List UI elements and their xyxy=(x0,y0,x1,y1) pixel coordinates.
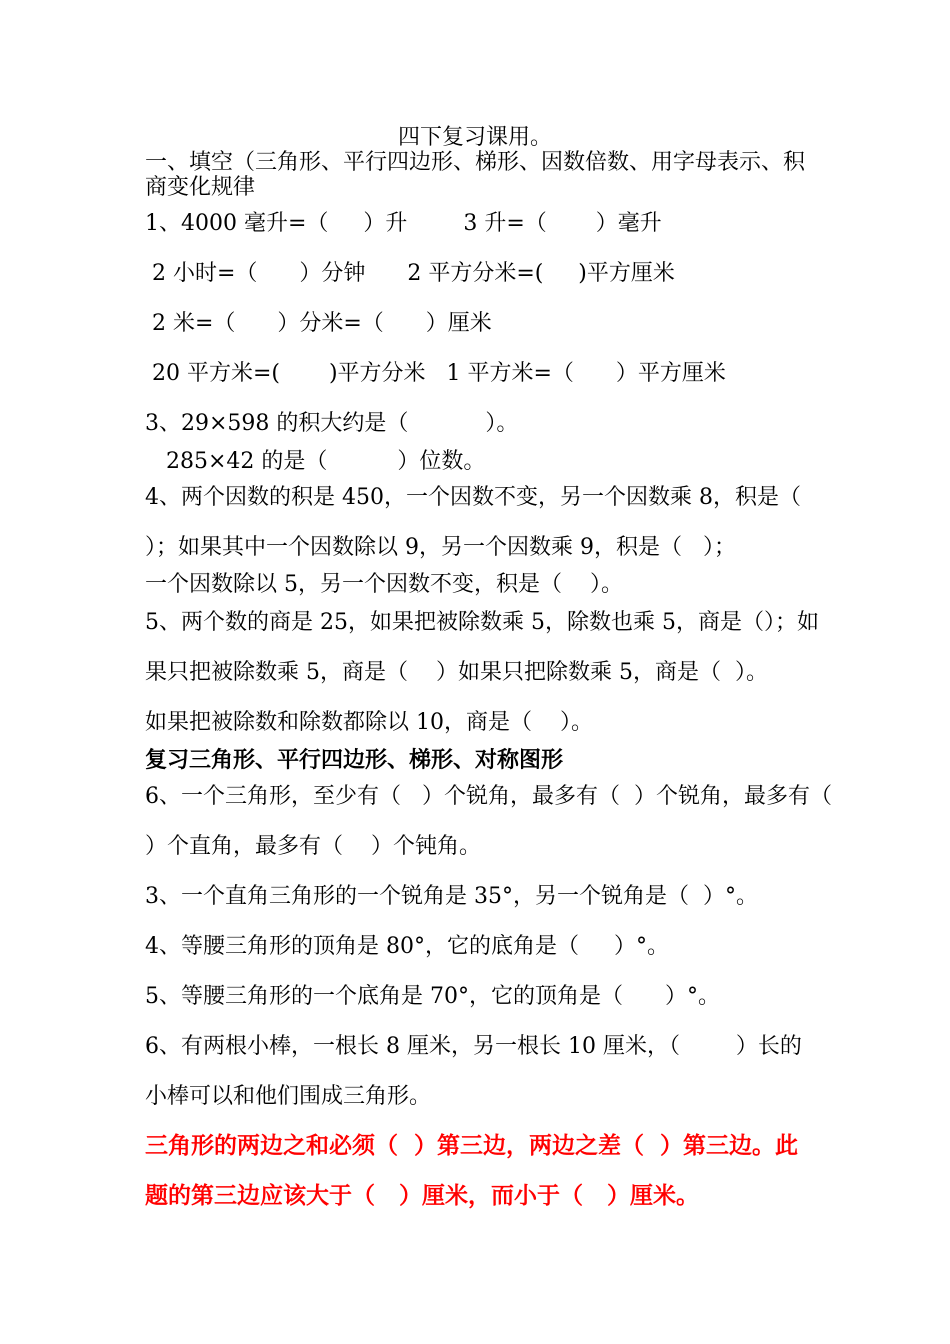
page-title: 四下复习课用。 xyxy=(397,125,552,150)
section-heading-fill-blank: 一、填空（三角形、平行四边形、梯形、因数倍数、用字母表示、积 xyxy=(145,150,806,175)
question-4-line-2: ）；如果其中一个因数除以 9，另一个因数乘 9，积是（ ）； xyxy=(145,535,736,560)
triangle-rule-line-1: 三角形的两边之和必须（ ）第三边，两边之差（ ）第三边。此 xyxy=(145,1132,799,1159)
question-5-line-2: 果只把被除数乘 5，商是（ ）如果只把除数乘 5，商是（ ）。 xyxy=(145,660,768,685)
question-1-line-3: 2 米=（ ）分米=（ ）厘米 xyxy=(145,311,492,336)
question-3-line-1: 3、29×598 的积大约是（ ）。 xyxy=(145,411,519,436)
stick-question-line-2: 小棒可以和他们围成三角形。 xyxy=(145,1084,432,1109)
question-4-line-3: 一个因数除以 5，另一个因数不变，积是（ ）。 xyxy=(145,572,623,597)
question-6-line-2: ）个直角，最多有（ ）个钝角。 xyxy=(145,834,481,859)
question-4-line-1: 4、两个因数的积是 450，一个因数不变，另一个因数乘 8，积是（ xyxy=(145,485,801,510)
question-5-line-1: 5、两个数的商是 25，如果把被除数乘 5，除数也乘 5，商是（）；如 xyxy=(145,610,819,635)
question-5-line-3: 如果把被除数和除数都除以 10，商是（ ）。 xyxy=(145,710,593,735)
question-1-line-4: 20 平方米=( )平方分米 1 平方米=（ ）平方厘米 xyxy=(145,361,726,386)
section-heading-continued: 商变化规律 xyxy=(145,175,256,200)
question-3-line-2: 285×42 的是（ ）位数。 xyxy=(145,449,486,474)
triangle-question-3: 3、一个直角三角形的一个锐角是 35°，另一个锐角是（ ）°。 xyxy=(145,884,758,909)
question-1-line-1: 1、4000 毫升=（ ）升 3 升=（ ）毫升 xyxy=(145,211,662,236)
triangle-rule-line-2: 题的第三边应该大于（ ）厘米，而小于（ ）厘米。 xyxy=(145,1182,700,1209)
triangle-question-4: 4、等腰三角形的顶角是 80°，它的底角是（ ）°。 xyxy=(145,934,669,959)
review-section-heading: 复习三角形、平行四边形、梯形、对称图形 xyxy=(145,747,564,773)
question-6-line-1: 6、一个三角形，至少有（ ）个锐角，最多有（ ）个锐角，最多有（ xyxy=(145,784,832,809)
question-1-line-2: 2 小时=（ ）分钟 2 平方分米=( )平方厘米 xyxy=(145,261,675,286)
stick-question-line-1: 6、有两根小棒，一根长 8 厘米，另一根长 10 厘米，（ ）长的 xyxy=(145,1034,802,1059)
triangle-question-5: 5、等腰三角形的一个底角是 70°，它的顶角是（ ）°。 xyxy=(145,984,720,1009)
